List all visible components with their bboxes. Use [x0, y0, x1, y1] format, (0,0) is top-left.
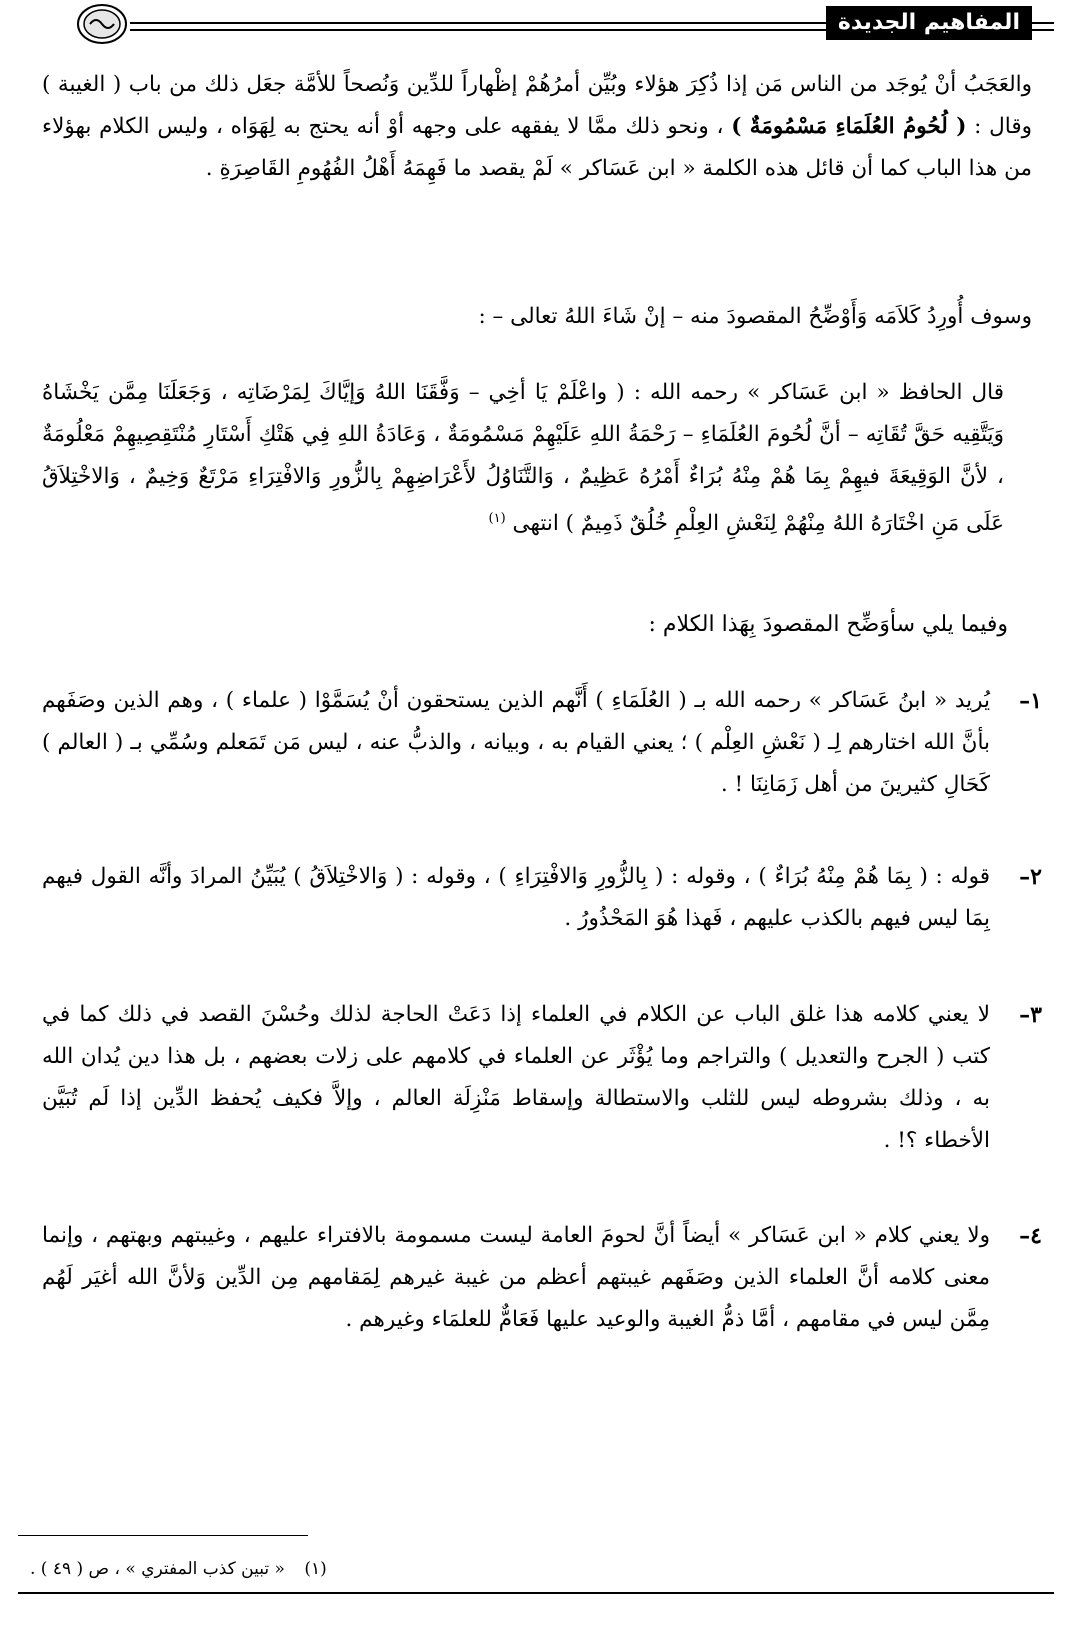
intro-quote: ( لُحُومُ العُلَمَاءِ مَسْمُومَةٌ ) [731, 114, 967, 139]
intro-text-rest: ، ونحو ذلك ممَّا لا يفقهه على وجهه أوْ أنه يحتج به لِهَوَاه ، وليس الكلام بهؤلاء من هذا الباب كما أن قائل هذه الكلمة « ابن عَسَاكر » لَمْ يقصد ما فَهِمَهُ أَهْلُ الفُهُومِ القَاصِرَةِ . [42, 114, 1032, 181]
footnote-divider [18, 1535, 308, 1536]
intro-text: والعَجَبُ أنْ يُوجَد من الناس مَن إذا ذُكِرَ هؤلاء وبُيِّن أمرُهُمْ إظْهاراً للدِّين وَنُصحاً للأمَّة جعَل ذلك من باب ( الغيبة ) وقال : [42, 72, 1032, 139]
footnote [30, 1557, 327, 1581]
section-subheading: وفيما يلي سأوَضِّح المقصودَ بِهَذا الكلام : [648, 612, 1008, 637]
header-title: المفاهيم الجديدة [826, 6, 1032, 40]
list-item-number: ٢– [1019, 864, 1042, 890]
quote-paragraph [42, 372, 1032, 545]
list-item-number: ٣– [1019, 1002, 1042, 1028]
transition-text: وسوف أُورِدُ كَلاَمَه وَأَوْضِّحُ المقصودَ منه – إنْ شَاءَ اللهُ تعالى – : [478, 304, 1032, 329]
list-item-text: قوله : ( بِمَا هُمْ مِنْهُ بُرَاءٌ ) ، وقوله : ( بِالزُّورِ وَالافْتِرَاءِ ) ، وقوله : ( وَالاخْتِلاَقُ ) يُبَيِّنُ المرادَ وأنَّه القول فيهم بِمَا ليس فيهم بالكذب عليهم ، فَهذا هُوَ المَحْذُورُ . [42, 864, 990, 931]
footnote-ref[interactable]: (١) [488, 511, 506, 526]
list-item-text: يُريد « ابنُ عَسَاكر » رحمه الله بـ ( العُلَمَاءِ ) أَنَّهم الذين يستحقون أنْ يُسَمَّوْا ( علماء ) ، وهم الذين وصَفَهم بأنَّ الله اختارهم لِـ ( نَعْشِ العِلْم ) ؛ يعني القيام به ، وبيانه ، والذبُّ عنه ، ليس مَن تَمَعلم وسُمِّي بـ ( العالم ) كَحَالِ كثيرينَ من أهل زَمَانِنَا ! . [42, 688, 990, 797]
footnote-number: (١) [304, 1559, 327, 1579]
page-number-medallion-icon [76, 2, 128, 46]
list-item-number: ١– [1019, 688, 1042, 714]
list-item-text: ولا يعني كلام « ابن عَسَاكر » أيضاً أنَّ لحومَ العامة ليست مسمومة بالافتراء عليهم ، وغيبتهم وبهتهم ، وإنما معنى كلامه أنَّ العلماء الذين وصَفَهم غيبتهم أعظم من غيبة غيرهم لِمَقامهم مِن الدِّين وَلأنَّ الله أغيَر لَهُم مِمَّن ليس في مقامهم ، أمَّا ذمُّ الغيبة والوعيد عليها فَعَامٌّ للعلمَاء وغيرهم . [42, 1223, 990, 1332]
page-header [0, 0, 1072, 50]
quote-text: قال الحافظ « ابن عَسَاكر » رحمه الله : ( واعْلَمْ يَا أخِي – وَفَّقَنَا اللهُ وَإيَّاكَ لِمَرْضَاتِه ، وَجَعَلَنَا مِمَّن يَخْشَاهُ وَيَتَّقِيه حَقَّ تُقَاتِه – أنَّ لُحُومَ العُلَمَاءِ – رَحْمَةُ اللهِ عَلَيْهِمْ مَسْمُومَةٌ ، وَعَادَةُ اللهِ فِي هَتْكِ أَسْتَارِ مُنْتَقِصِيهِمْ مَعْلُومَةٌ ، لأنَّ الوَقِيعَةَ فيهِمْ بِمَا هُمْ مِنْهُ بُرَاءٌ أَمْرُهُ عَظِيمٌ ، وَالتَّنَاوُلُ لأَعْرَاضِهِمْ بِالزُّورِ وَالافْتِرَاءِ مَرْتَعٌ وَخِيمٌ ، وَالاخْتِلاَقُ عَلَى مَنِ اخْتَارَهُ اللهُ مِنْهُمْ لِنَعْشِ العِلْمِ خُلُقٌ ذَمِيمٌ ) انتهى [42, 380, 1004, 537]
transition-paragraph [42, 296, 1032, 338]
list-item-text: لا يعني كلامه هذا غلق الباب عن الكلام في العلماء إذا دَعَتْ الحاجة لذلك وحُسْنَ القصد في ذلك كما في كتب ( الجرح والتعديل ) والتراجم وما يُؤْثَر عن العلماء في كلامهم على زلات بعضهم ، بل هذا دين يُدان الله به ، وذلك بشروطه ليس للثلب والاستطالة وإسقاط مَنْزِلَة العالم ، وإلاَّ فكيف يُحفظ الدِّين إذا لَم تُبَيَّن الأخطاء ؟! . [42, 1002, 990, 1153]
bottom-rule [18, 1592, 1054, 1594]
list-item-number: ٤– [1019, 1223, 1042, 1249]
footnote-text: « تبين كذب المفتري » ، ص ( ٤٩ ) . [30, 1559, 285, 1579]
intro-paragraph [42, 64, 1032, 190]
